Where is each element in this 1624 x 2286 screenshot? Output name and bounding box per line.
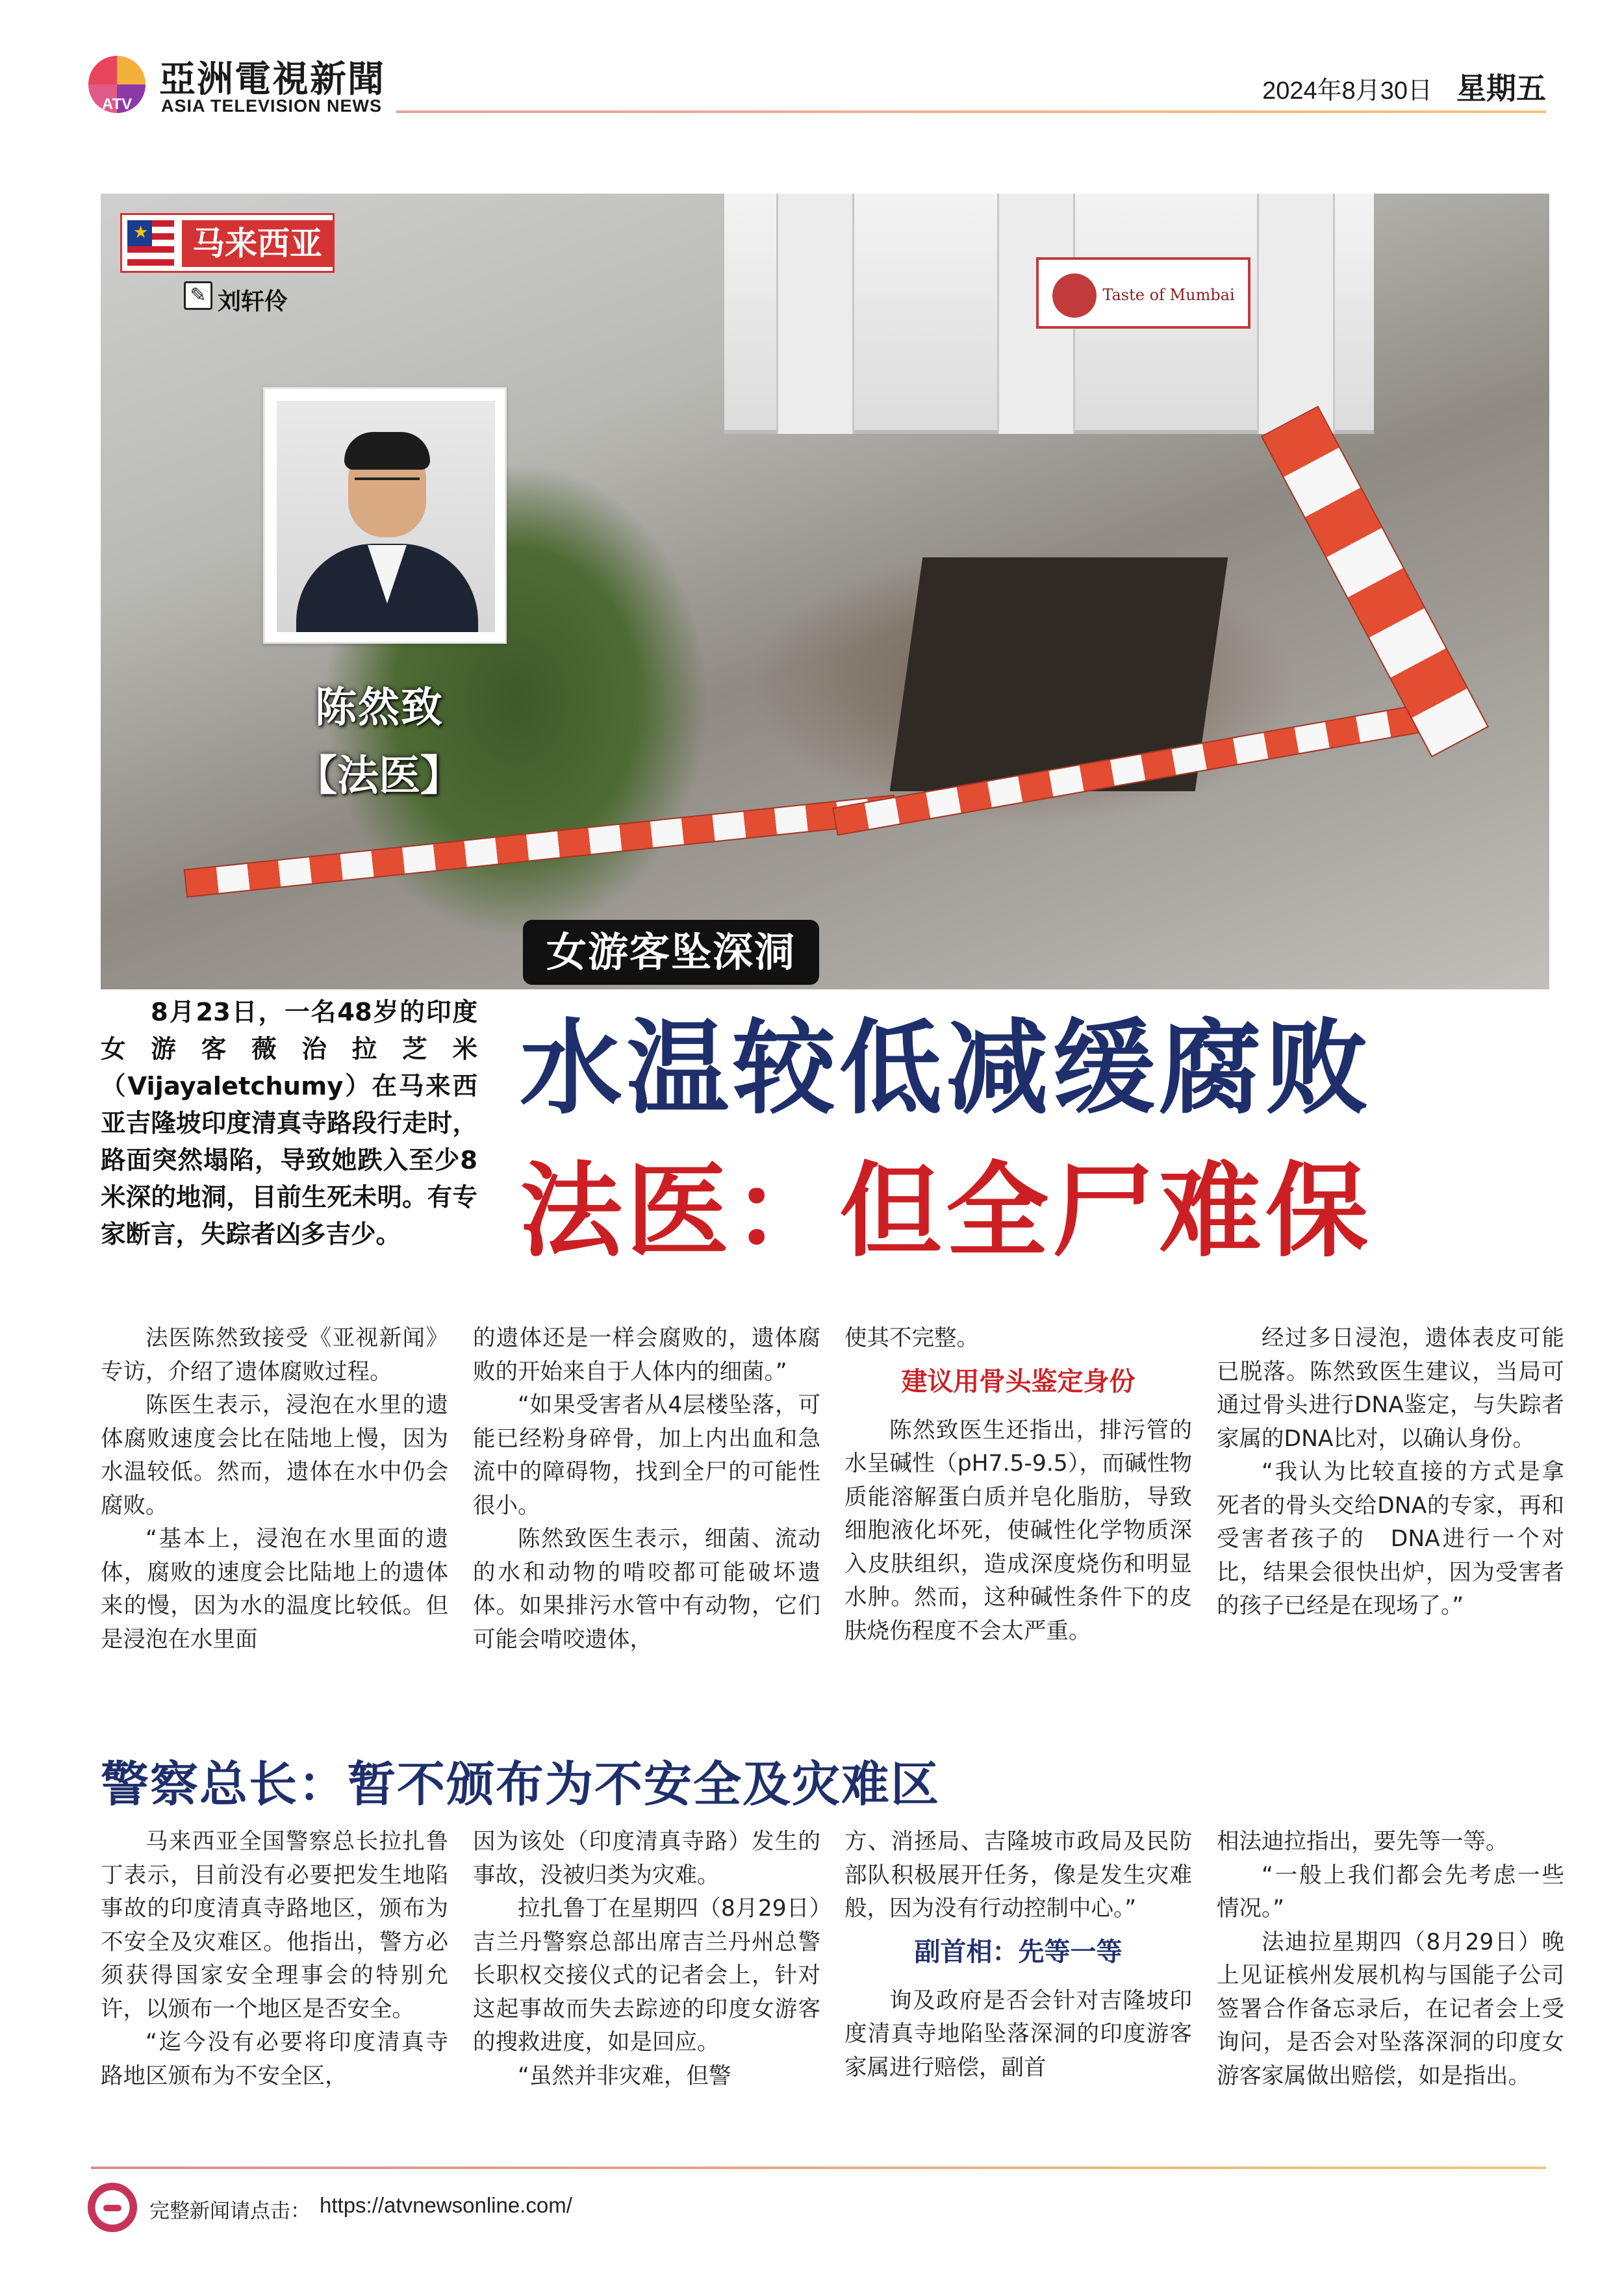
footer-label: 完整新闻请点击： [149, 2200, 311, 2223]
article-column [101, 1322, 448, 1657]
paragraph-continued: 方、消拯局、吉隆坡市政局及民防部队积极展开任务，像是发生灾难般，因为没有行动控制中心。” [844, 1829, 1192, 1922]
lead-paragraph: 8月23日，一名48岁的印度女游客薇治拉芝米（Vijayaletchumy）在马来西亚吉隆坡印度清真寺路段行走时，路面突然塌陷，导致她跌入至少8米深的地洞，目前生死未明。有专家断言，失踪者凶多吉少。 [101, 998, 477, 1249]
photo-shop-sign [1036, 257, 1250, 329]
region-label: 马来西亚 [182, 220, 333, 267]
photo-barrier [184, 794, 898, 898]
paragraph: 拉扎鲁丁在星期四（8月29日）吉兰丹警察总部出席吉兰丹州总警长职权交接仪式的记者会上，针对这起事故而失去踪迹的印度女游客的搜救进度，如是回应。 [473, 1896, 820, 2055]
article-column [473, 1322, 820, 1657]
paragraph-continued: 的遗体还是一样会腐败的，遗体腐败的开始来自于人体内的细菌。” [473, 1325, 820, 1385]
paragraph: 陈然致医生还指出，排污管的水呈碱性（pH7.5-9.5），而碱性物质能溶解蛋白质并皂化脂肪，导致细胞液化坏死，使碱性化学物质深入皮肤组织，造成深度烧伤和明显水肿。然而，这种碱性条件下的皮肤烧伤程度不会太严重。 [844, 1417, 1192, 1644]
photo-barrier [1261, 406, 1489, 757]
footer-link[interactable]: https://atvnewsonline.com/ [320, 2193, 572, 2217]
shop-sign-graphic [1039, 260, 1253, 331]
masthead-name-zh: 亞洲電視新聞 [159, 58, 385, 101]
expert-portrait [263, 387, 507, 644]
paragraph: “一般上我们都会先考虑一些情况。” [1217, 1862, 1564, 1922]
flag-star-icon: ★ [133, 223, 149, 242]
article-column [1217, 1322, 1564, 1623]
headline-line-2: 法医：但全尸难保 [520, 1152, 1372, 1271]
paragraph: “如果受害者从4层楼坠落，可能已经粉身碎骨，加上内出血和急流中的障碍物，找到全尸的可能性很小。 [473, 1392, 820, 1519]
sinkhole-photo [101, 194, 1549, 989]
paragraph-continued: 使其不完整。 [844, 1325, 979, 1351]
paragraph: 法迪拉星期四（8月29日）晚上见证槟州发展机构与国能子公司签署合作备忘录后，在记者会上受询问，是否会对坠落深洞的印度女游客家属做出赔偿，如是指出。 [1217, 1929, 1564, 2089]
paragraph: 询及政府是否会针对吉隆坡印度清真寺地陷坠落深洞的印度游客家属进行赔偿，副首 [844, 1987, 1192, 2081]
paragraph: 陈然致医生表示，细菌、流动的水和动物的啃咬都可能破坏遗体。如果排污水管中有动物，它们可能会啃咬遗体， [473, 1526, 820, 1653]
globe-icon [88, 2183, 137, 2232]
photo-caption: 女游客坠深洞 [523, 920, 819, 985]
paragraph: “基本上，浸泡在水里面的遗体，腐败的速度会比陆地上的遗体来的慢，因为水的温度比较低。但是浸泡在水里面 [101, 1526, 448, 1653]
shop-sign-text: Taste of Mumbai [1102, 286, 1235, 304]
paragraph: “虽然并非灾难，但警 [518, 2063, 731, 2089]
photo-building-column [1257, 194, 1335, 434]
subheading: 建议用骨头鉴定身份 [901, 1366, 1136, 1397]
paragraph-continued: 因为该处（印度清真寺路）发生的事故，没被归类为灾难。 [473, 1829, 820, 1888]
masthead-name-en: ASIA TELEVISION NEWS [161, 96, 383, 116]
article-column [844, 1322, 1192, 1648]
expert-name: 陈然致 [315, 684, 444, 732]
malaysia-flag-icon [127, 220, 174, 267]
article-column [101, 1825, 448, 2093]
reporter-byline: 刘轩伶 [218, 288, 288, 315]
issue-weekday: 星期五 [1456, 71, 1546, 106]
masthead [84, 51, 1546, 122]
expert-role: 【法医】 [296, 752, 462, 800]
paragraph: “我认为比较直接的方式是拿死者的骨头交给DNA的专家，再和受害者孩子的 DNA进行一个对比，结果会很快出炉，因为受害者的孩子已经是在现场了。” [1217, 1459, 1564, 1619]
headline-line-1: 水温较低减缓腐败 [520, 1009, 1372, 1128]
article-column [844, 1825, 1192, 2085]
paragraph-continued: 相法迪拉指出，要先等一等。 [1217, 1829, 1508, 1855]
paragraph: “迄今没有必要将印度清真寺路地区颁布为不安全区， [101, 2029, 448, 2089]
paragraph: 马来西亚全国警察总长拉扎鲁丁表示，目前没有必要把发生地陷事故的印度清真寺路地区，颁布为不安全及灾难区。他指出，警方必须获得国家安全理事会的特别允许，以颁布一个地区是否安全。 [101, 1829, 448, 2022]
issue-date: 2024年8月30日 [1262, 77, 1432, 105]
atv-logo-icon [84, 53, 149, 118]
paragraph: 经过多日浸泡，遗体表皮可能已脱落。陈然致医生建议，当局可通过骨头进行DNA鉴定，与失踪者家属的DNA比对，以确认身份。 [1217, 1325, 1564, 1452]
paragraph: 陈医生表示，浸泡在水里的遗体腐败速度会比在陆地上慢，因为水温较低。然而，遗体在水中仍会腐败。 [101, 1392, 448, 1519]
footer-rule [91, 2166, 1546, 2169]
photo-building-column [776, 194, 854, 434]
masthead-rule [396, 110, 1546, 113]
paragraph: 法医陈然致接受《亚视新闻》专访，介绍了遗体腐败过程。 [101, 1325, 448, 1385]
region-badge [120, 213, 335, 273]
atv-logo-text: ATV [101, 95, 133, 113]
article-column [1217, 1825, 1564, 2093]
section-heading: 警察总长：暂不颁布为不安全及灾难区 [101, 1757, 940, 1812]
subheading: 副首相：先等一等 [914, 1937, 1123, 1967]
portrait-glasses [355, 477, 420, 493]
article-column [473, 1825, 820, 2093]
pen-icon: ✎ [184, 281, 212, 310]
